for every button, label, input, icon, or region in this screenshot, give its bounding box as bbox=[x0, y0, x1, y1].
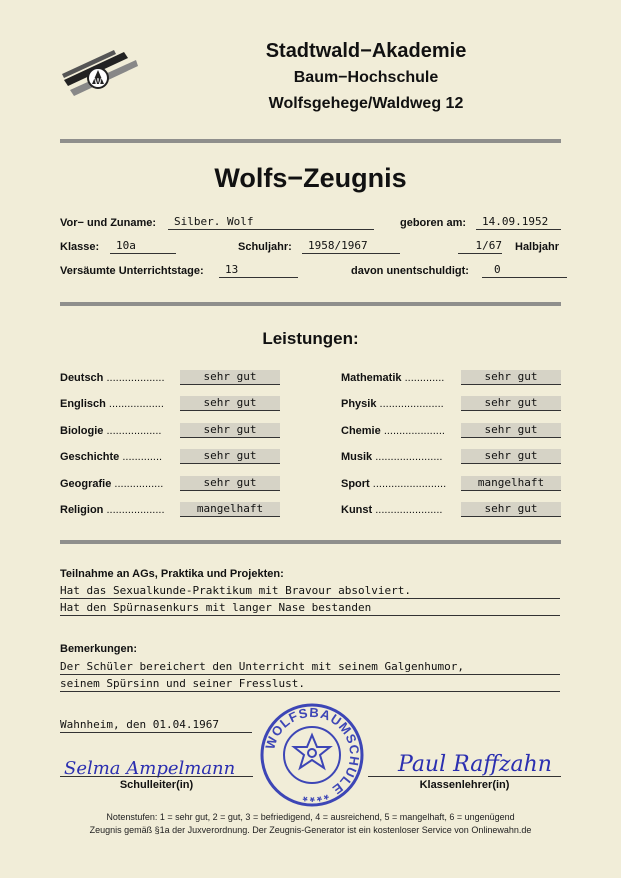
signature-line-left bbox=[60, 776, 253, 777]
activities-line: Hat den Spürnasenkurs mit langer Nase bestanden bbox=[60, 600, 560, 616]
signature-role-right: Klassenlehrer(in) bbox=[419, 779, 510, 791]
subject-label: Geschichte ............. bbox=[60, 451, 163, 463]
remarks-line: seinem Spürsinn und seiner Fresslust. bbox=[60, 676, 560, 692]
place-date: Wahnheim, den 01.04.1967 bbox=[60, 717, 252, 733]
name-label: Vor− und Zuname: bbox=[60, 217, 157, 229]
signature-role-left: Schulleiter(in) bbox=[119, 779, 194, 791]
signature-line-right bbox=[368, 776, 561, 777]
grade-value: sehr gut bbox=[461, 502, 561, 517]
grading-scale-note: Notenstufen: 1 = sehr gut, 2 = gut, 3 = befriedigend, 4 = ausreichend, 5 = mangelhaft, 6 = ungenügend bbox=[106, 812, 515, 822]
subject-label: Englisch .................. bbox=[60, 398, 164, 410]
school-logo bbox=[58, 46, 142, 104]
divider bbox=[60, 302, 561, 306]
signature-right: Paul Raffzahn bbox=[398, 752, 552, 777]
activities-line: Hat das Sexualkunde-Praktikum mit Bravour absolviert. bbox=[60, 583, 560, 599]
subject-label: Religion ................... bbox=[60, 504, 165, 516]
subject-label: Sport ........................ bbox=[341, 478, 447, 490]
activities-label: Teilnahme an AGs, Praktika und Projekten: bbox=[60, 568, 284, 580]
grade-value: sehr gut bbox=[180, 423, 280, 438]
subject-label: Musik ...................... bbox=[341, 451, 443, 463]
subject-label: Physik ..................... bbox=[341, 398, 444, 410]
term-label: Halbjahr bbox=[515, 241, 560, 253]
year-value: 1958/1967 bbox=[302, 239, 400, 254]
birth-value: 14.09.1952 bbox=[476, 215, 561, 230]
school-stamp bbox=[259, 702, 365, 808]
grade-value: sehr gut bbox=[461, 396, 561, 411]
grade-value: sehr gut bbox=[461, 370, 561, 385]
subject-label: Biologie .................. bbox=[60, 425, 162, 437]
grade-value: mangelhaft bbox=[180, 502, 280, 517]
remarks-label: Bemerkungen: bbox=[60, 643, 138, 655]
grade-value: sehr gut bbox=[461, 423, 561, 438]
signature-left: Selma Ampelmann bbox=[64, 758, 236, 779]
absent-value: 13 bbox=[219, 263, 298, 278]
school-name: Stadtwald−Akademie bbox=[265, 40, 467, 62]
grades-heading: Leistungen: bbox=[262, 329, 359, 348]
subject-label: Geografie ................ bbox=[60, 478, 164, 490]
school-type: Baum−Hochschule bbox=[293, 69, 439, 86]
absent-label: Versäumte Unterrichtstage: bbox=[60, 265, 204, 277]
grade-value: sehr gut bbox=[180, 449, 280, 464]
divider bbox=[60, 139, 561, 143]
subject-label: Kunst ...................... bbox=[341, 504, 443, 516]
divider bbox=[60, 540, 561, 544]
term-value: 1/67 bbox=[458, 239, 502, 254]
subject-label: Mathematik ............. bbox=[341, 372, 445, 384]
svg-text:WOLFSBAUMSCHULE ****: WOLFSBAUMSCHULE **** bbox=[262, 704, 363, 806]
grade-value: sehr gut bbox=[180, 476, 280, 491]
subject-label: Deutsch ................... bbox=[60, 372, 165, 384]
grade-value: sehr gut bbox=[180, 396, 280, 411]
birth-label: geboren am: bbox=[400, 217, 467, 229]
name-value: Silber. Wolf bbox=[168, 215, 374, 230]
year-label: Schuljahr: bbox=[238, 241, 292, 253]
remarks-line: Der Schüler bereichert den Unterricht mit seinem Galgenhumor, bbox=[60, 659, 560, 675]
grade-value: sehr gut bbox=[461, 449, 561, 464]
grade-value: sehr gut bbox=[180, 370, 280, 385]
unexcused-label: davon unentschuldigt: bbox=[351, 265, 469, 277]
class-label: Klasse: bbox=[60, 241, 100, 253]
svg-text:W: W bbox=[94, 77, 102, 86]
grade-value: mangelhaft bbox=[461, 476, 561, 491]
footer-disclaimer: Zeugnis gemäß §1a der Juxverordnung. Der Zeugnis-Generator ist ein kostenloser Service von Onlinewahn.de bbox=[89, 825, 532, 835]
subject-label: Chemie .................... bbox=[341, 425, 445, 437]
unexcused-value: 0 bbox=[482, 263, 567, 278]
school-address: Wolfsgehege/Waldweg 12 bbox=[268, 95, 464, 112]
class-value: 10a bbox=[110, 239, 176, 254]
document-title: Wolfs−Zeugnis bbox=[214, 163, 407, 193]
